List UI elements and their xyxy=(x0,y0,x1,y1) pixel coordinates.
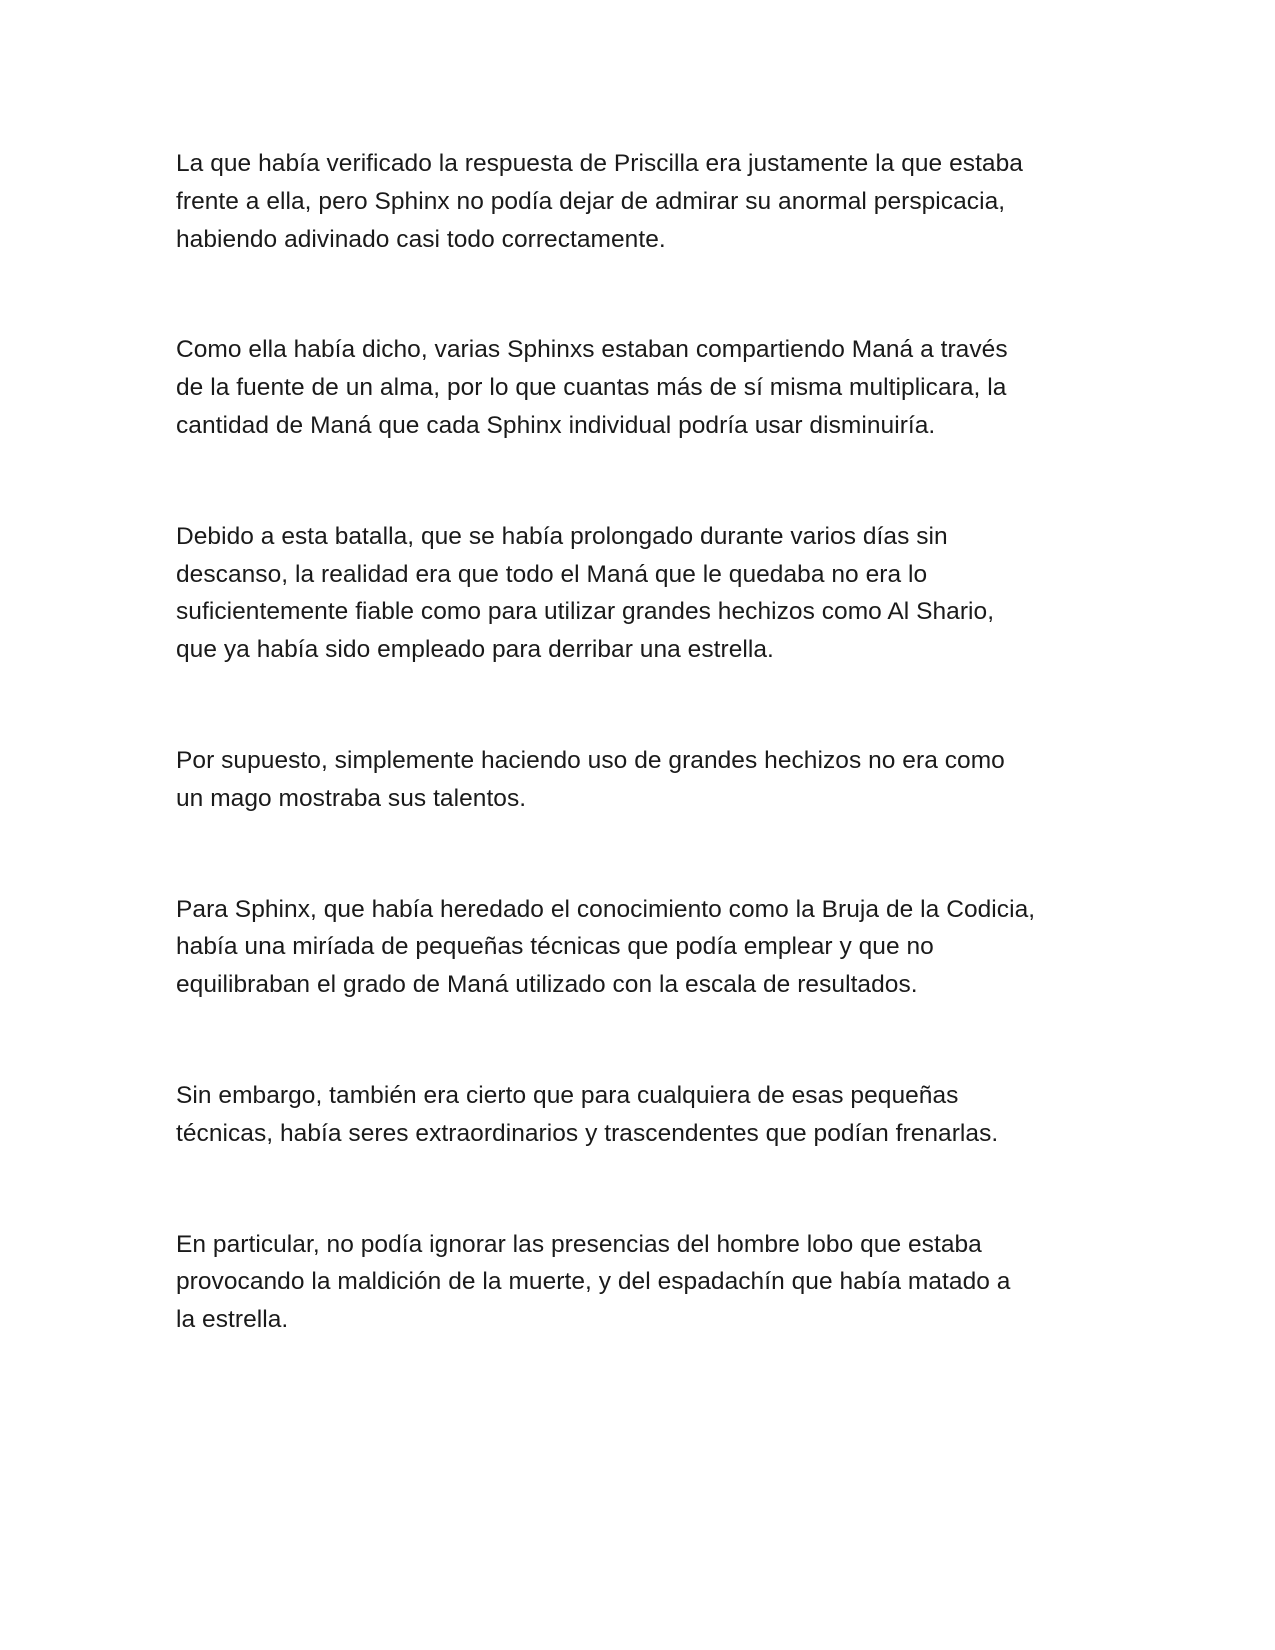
text-line: Por supuesto, simplemente haciendo uso de grandes hechizos no era como xyxy=(176,746,1005,774)
paragraph-6 xyxy=(176,1077,1106,1153)
text-line: habiendo adivinado casi todo correctamente. xyxy=(176,225,666,253)
text-line: La que había verificado la respuesta de Priscilla era justamente la que estaba xyxy=(176,150,1023,177)
text-line: técnicas, había seres extraordinarios y trascendentes que podían frenarlas. xyxy=(176,1119,999,1147)
paragraph-1 xyxy=(176,145,1106,258)
text-line: un mago mostraba sus talentos. xyxy=(176,784,527,812)
text-line: que ya había sido empleado para derribar una estrella. xyxy=(176,636,774,664)
paragraph-5 xyxy=(176,891,1106,1004)
text-line: frente a ella, pero Sphinx no podía dejar de admirar su anormal perspicacia, xyxy=(176,187,1006,215)
text-line: había una miríada de pequeñas técnicas que podía emplear y que no xyxy=(176,933,934,961)
text-line: Para Sphinx, que había heredado el conocimiento como la Bruja de la Codicia, xyxy=(176,895,1036,923)
text-line: Como ella había dicho, varias Sphinxs estaban compartiendo Maná a través xyxy=(176,336,1008,364)
text-line: descanso, la realidad era que todo el Maná que le quedaba no era lo xyxy=(176,560,928,588)
paragraph-2 xyxy=(176,331,1106,444)
text-line: Debido a esta batalla, que se había prolongado durante varios días sin xyxy=(176,522,948,550)
document-body xyxy=(176,145,1106,1339)
text-line: suficientemente fiable como para utilizar grandes hechizos como Al Shario, xyxy=(176,598,995,626)
text-line: Sin embargo, también era cierto que para cualquiera de esas pequeñas xyxy=(176,1081,959,1109)
paragraph-3 xyxy=(176,518,1106,669)
text-line: provocando la maldición de la muerte, y del espadachín que había matado a xyxy=(176,1268,1011,1296)
text-line: En particular, no podía ignorar las presencias del hombre lobo que estaba xyxy=(176,1230,982,1258)
text-line: la estrella. xyxy=(176,1306,289,1334)
text-line: de la fuente de un alma, por lo que cuantas más de sí misma multiplicara, la xyxy=(176,374,1007,402)
paragraph-7 xyxy=(176,1226,1106,1339)
text-line: equilibraban el grado de Maná utilizado con la escala de resultados. xyxy=(176,971,918,999)
text-line: cantidad de Maná que cada Sphinx individual podría usar disminuiría. xyxy=(176,411,936,439)
paragraph-4 xyxy=(176,742,1106,818)
